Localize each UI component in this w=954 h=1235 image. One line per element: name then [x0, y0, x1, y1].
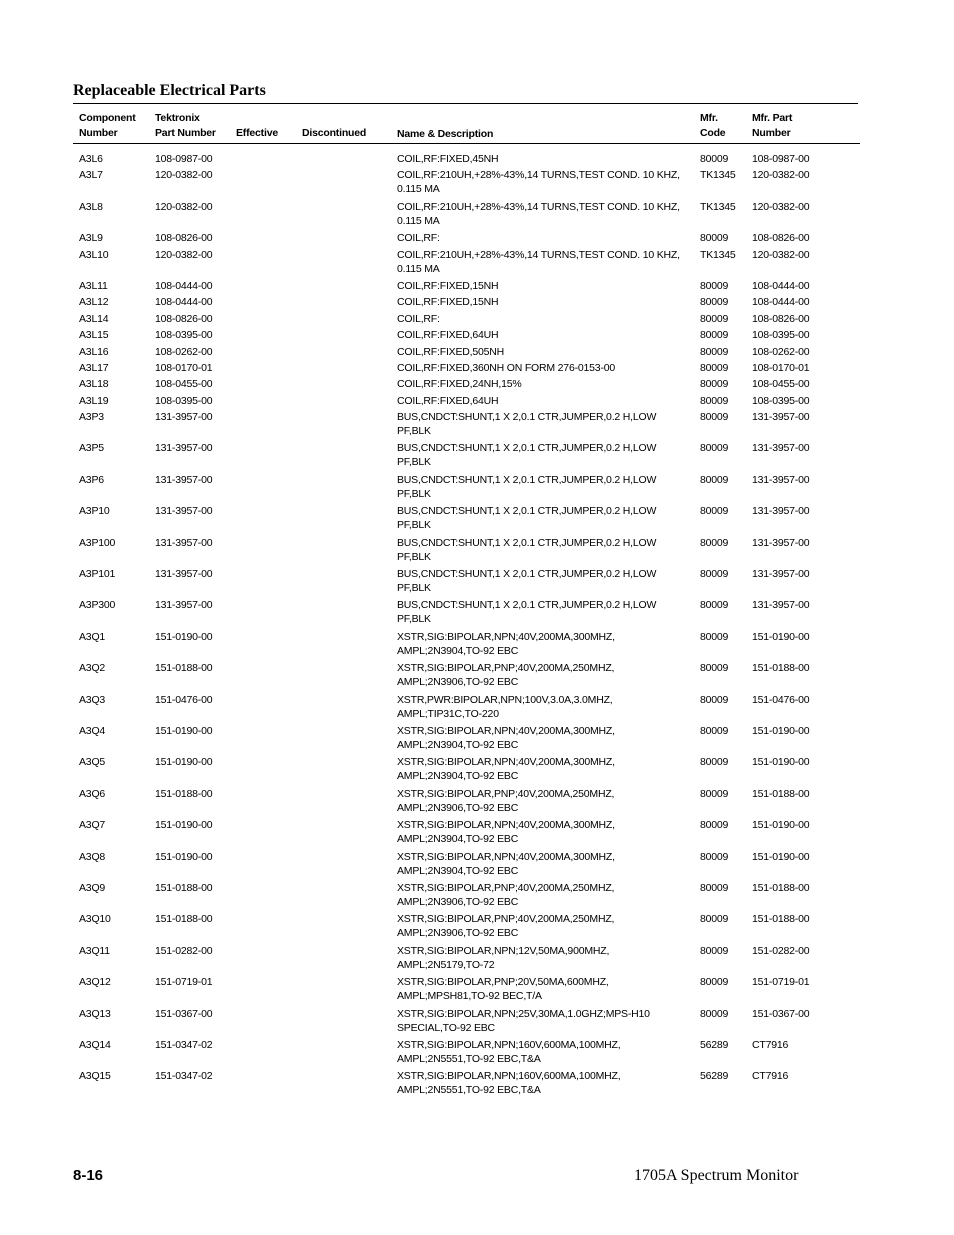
- table-row: [0, 394, 954, 410]
- mfr-code-cell: 80009: [700, 442, 729, 455]
- mfr-code-cell: 80009: [700, 536, 729, 549]
- table-row: [0, 912, 954, 943]
- component-number-cell: A3P100: [79, 536, 116, 549]
- mfr-code-cell: 80009: [700, 944, 729, 957]
- component-number-cell: A3Q7: [79, 819, 106, 832]
- tektronix-part-cell: 151-0188-00: [155, 787, 213, 800]
- component-number-cell: A3Q3: [79, 693, 106, 706]
- tektronix-part-cell: 108-0444-00: [155, 279, 213, 292]
- tektronix-part-cell: 108-0262-00: [155, 345, 213, 358]
- mfr-part-number-cell: 151-0188-00: [752, 787, 810, 800]
- mfr-code-cell: 80009: [700, 756, 729, 769]
- description-cell: BUS,CNDCT:SHUNT,1 X 2,0.1 CTR,JUMPER,0.2 H,LOW PF,BLK: [397, 442, 657, 469]
- tektronix-part-cell: 151-0190-00: [155, 630, 213, 643]
- description-cell: BUS,CNDCT:SHUNT,1 X 2,0.1 CTR,JUMPER,0.2 H,LOW PF,BLK: [397, 568, 657, 595]
- mfr-code-cell: 80009: [700, 505, 729, 518]
- mfr-code-cell: 80009: [700, 850, 729, 863]
- table-row: [0, 279, 954, 295]
- component-number-cell: A3Q4: [79, 724, 106, 737]
- tektronix-part-cell: 108-0826-00: [155, 312, 213, 325]
- mfr-code-cell: 80009: [700, 1007, 729, 1020]
- table-row: [0, 441, 954, 472]
- table-row: [0, 295, 954, 311]
- component-number-cell: A3L19: [79, 394, 109, 407]
- mfr-part-number-cell: 151-0190-00: [752, 724, 810, 737]
- description-cell: COIL,RF:FIXED,505NH: [397, 345, 505, 358]
- component-number-cell: A3L10: [79, 248, 109, 261]
- mfr-code-cell: 80009: [700, 296, 729, 309]
- column-header-line: Code: [700, 127, 726, 139]
- column-header-effective: [236, 126, 278, 141]
- description-cell: XSTR,SIG:BIPOLAR,NPN;40V,200MA,300MHZ, AMPL;2N3904,TO-92 EBC: [397, 724, 615, 751]
- description-cell: XSTR,SIG:BIPOLAR,PNP;40V,200MA,250MHZ, AMPL;2N3906,TO-92 EBC: [397, 913, 615, 940]
- tektronix-part-cell: 120-0382-00: [155, 200, 213, 213]
- table-row: [0, 410, 954, 441]
- component-number-cell: A3P3: [79, 411, 104, 424]
- mfr-code-cell: 80009: [700, 232, 729, 245]
- tektronix-part-cell: 120-0382-00: [155, 169, 213, 182]
- mfr-code-cell: 80009: [700, 378, 729, 391]
- tektronix-part-cell: 151-0190-00: [155, 756, 213, 769]
- description-cell: XSTR,SIG:BIPOLAR,NPN;25V,30MA,1.0GHZ;MPS-H10 SPECIAL,TO-92 EBC: [397, 1007, 650, 1034]
- mfr-code-cell: 80009: [700, 913, 729, 926]
- column-header-tektronix-part-number: [155, 111, 216, 141]
- description-cell: XSTR,SIG:BIPOLAR,PNP;20V,50MA,600MHZ, AMPL;MPSH81,TO-92 BEC,T/A: [397, 976, 609, 1003]
- tektronix-part-cell: 151-0190-00: [155, 724, 213, 737]
- component-number-cell: A3L12: [79, 296, 109, 309]
- description-cell: COIL,RF:FIXED,360NH ON FORM 276-0153-00: [397, 361, 616, 374]
- header-top-rule: [73, 103, 858, 104]
- table-row: [0, 944, 954, 975]
- mfr-code-cell: 80009: [700, 394, 729, 407]
- mfr-code-cell: TK1345: [700, 200, 736, 213]
- mfr-part-number-cell: 108-0987-00: [752, 153, 810, 165]
- mfr-part-number-cell: 120-0382-00: [752, 248, 810, 261]
- tektronix-part-cell: 108-0395-00: [155, 394, 213, 407]
- tektronix-part-cell: 151-0282-00: [155, 944, 213, 957]
- component-number-cell: A3Q9: [79, 881, 106, 894]
- component-number-cell: A3P101: [79, 568, 116, 581]
- component-number-cell: A3Q2: [79, 662, 106, 675]
- description-cell: XSTR,SIG:BIPOLAR,NPN;40V,200MA,300MHZ, AMPL;2N3904,TO-92 EBC: [397, 850, 615, 877]
- component-number-cell: A3P5: [79, 442, 104, 455]
- column-header-line: Mfr. Part: [752, 112, 793, 124]
- description-cell: XSTR,SIG:BIPOLAR,PNP;40V,200MA,250MHZ, AMPL;2N3906,TO-92 EBC: [397, 881, 615, 908]
- table-row: [0, 504, 954, 535]
- description-cell: COIL,RF:210UH,+28%-43%,14 TURNS,TEST COND. 10 KHZ, 0.115 MA: [397, 248, 680, 275]
- column-header-discontinued: [302, 126, 366, 141]
- description-cell: COIL,RF:FIXED,15NH: [397, 279, 499, 292]
- table-row: [0, 328, 954, 344]
- component-number-cell: A3P6: [79, 473, 104, 486]
- mfr-code-cell: 80009: [700, 279, 729, 292]
- table-row: [0, 567, 954, 598]
- component-number-cell: A3L17: [79, 361, 109, 374]
- mfr-part-number-cell: 131-3957-00: [752, 442, 810, 455]
- mfr-part-number-cell: 151-0190-00: [752, 850, 810, 863]
- description-cell: XSTR,SIG:BIPOLAR,NPN;40V,200MA,300MHZ, AMPL;2N3904,TO-92 EBC: [397, 756, 615, 783]
- component-number-cell: A3L6: [79, 153, 103, 165]
- table-row: [0, 312, 954, 328]
- tektronix-part-cell: 151-0190-00: [155, 819, 213, 832]
- table-row: [0, 168, 954, 199]
- table-row: [0, 1038, 954, 1069]
- mfr-part-number-cell: 151-0188-00: [752, 881, 810, 894]
- description-cell: XSTR,SIG:BIPOLAR,NPN;12V,50MA,900MHZ, AMPL;2N5179,TO-72: [397, 944, 610, 971]
- mfr-part-number-cell: 108-0395-00: [752, 394, 810, 407]
- component-number-cell: A3L11: [79, 279, 108, 292]
- tektronix-part-cell: 131-3957-00: [155, 599, 213, 612]
- mfr-code-cell: 80009: [700, 787, 729, 800]
- tektronix-part-cell: 151-0719-01: [155, 976, 213, 989]
- table-row: [0, 248, 954, 279]
- table-row: [0, 693, 954, 724]
- tektronix-part-cell: 151-0188-00: [155, 662, 213, 675]
- description-cell: BUS,CNDCT:SHUNT,1 X 2,0.1 CTR,JUMPER,0.2 H,LOW PF,BLK: [397, 536, 657, 563]
- table-row: [0, 787, 954, 818]
- component-number-cell: A3L14: [79, 312, 109, 325]
- table-row: [0, 473, 954, 504]
- tektronix-part-cell: 151-0347-02: [155, 1070, 213, 1083]
- table-row: [0, 361, 954, 377]
- table-row: [0, 536, 954, 567]
- description-cell: COIL,RF:FIXED,24NH,15%: [397, 378, 522, 391]
- description-cell: XSTR,SIG:BIPOLAR,NPN;160V,600MA,100MHZ, AMPL;2N5551,TO-92 EBC,T&A: [397, 1038, 621, 1065]
- mfr-code-cell: 80009: [700, 153, 729, 165]
- mfr-part-number-cell: 131-3957-00: [752, 536, 810, 549]
- component-number-cell: A3Q5: [79, 756, 106, 769]
- column-header-line: Number: [752, 127, 791, 139]
- tektronix-part-cell: 108-0455-00: [155, 378, 213, 391]
- table-row: [0, 818, 954, 849]
- mfr-code-cell: 80009: [700, 724, 729, 737]
- mfr-code-cell: 80009: [700, 693, 729, 706]
- description-cell: BUS,CNDCT:SHUNT,1 X 2,0.1 CTR,JUMPER,0.2 H,LOW PF,BLK: [397, 505, 657, 532]
- component-number-cell: A3Q1: [79, 630, 106, 643]
- tektronix-part-cell: 151-0188-00: [155, 913, 213, 926]
- mfr-code-cell: 80009: [700, 345, 729, 358]
- mfr-code-cell: 80009: [700, 312, 729, 325]
- description-cell: XSTR,PWR:BIPOLAR,NPN;100V,3.0A,3.0MHZ, AMPL;TIP31C,TO-220: [397, 693, 613, 720]
- mfr-part-number-cell: 108-0444-00: [752, 296, 810, 309]
- column-header-line: Discontinued: [302, 127, 367, 139]
- column-header-line: Number: [79, 127, 118, 139]
- mfr-code-cell: 80009: [700, 599, 729, 612]
- table-row: [0, 200, 954, 231]
- mfr-code-cell: 80009: [700, 568, 729, 581]
- table-row: [0, 850, 954, 881]
- header-bottom-rule: [73, 143, 860, 144]
- component-number-cell: A3L9: [79, 232, 103, 245]
- mfr-code-cell: 80009: [700, 329, 729, 342]
- mfr-part-number-cell: 120-0382-00: [752, 169, 810, 182]
- tektronix-part-cell: 151-0347-02: [155, 1038, 213, 1051]
- table-row: [0, 598, 954, 629]
- table-row: [0, 377, 954, 393]
- mfr-part-number-cell: 108-0170-01: [752, 361, 810, 374]
- description-cell: XSTR,SIG:BIPOLAR,NPN;40V,200MA,300MHZ, AMPL;2N3904,TO-92 EBC: [397, 819, 615, 846]
- mfr-part-number-cell: 151-0190-00: [752, 756, 810, 769]
- mfr-part-number-cell: 131-3957-00: [752, 505, 810, 518]
- mfr-part-number-cell: 151-0476-00: [752, 693, 810, 706]
- component-number-cell: A3P10: [79, 505, 110, 518]
- table-row: [0, 231, 954, 247]
- component-number-cell: A3Q6: [79, 787, 106, 800]
- component-number-cell: A3Q12: [79, 976, 111, 989]
- component-number-cell: A3Q8: [79, 850, 106, 863]
- column-header-mfr-code: [700, 111, 725, 141]
- mfr-part-number-cell: 151-0719-01: [752, 976, 810, 989]
- mfr-code-cell: TK1345: [700, 248, 736, 261]
- tektronix-part-cell: 120-0382-00: [155, 248, 213, 261]
- mfr-part-number-cell: 108-0395-00: [752, 329, 810, 342]
- description-cell: BUS,CNDCT:SHUNT,1 X 2,0.1 CTR,JUMPER,0.2 H,LOW PF,BLK: [397, 473, 657, 500]
- description-cell: COIL,RF:: [397, 312, 440, 325]
- mfr-part-number-cell: 108-0826-00: [752, 232, 810, 245]
- component-number-cell: A3L7: [79, 169, 103, 182]
- description-cell: COIL,RF:210UH,+28%-43%,14 TURNS,TEST COND. 10 KHZ, 0.115 MA: [397, 169, 680, 196]
- mfr-code-cell: 80009: [700, 662, 729, 675]
- page-number: 8-16: [73, 1167, 104, 1184]
- tektronix-part-cell: 131-3957-00: [155, 442, 213, 455]
- mfr-part-number-cell: 108-0455-00: [752, 378, 810, 391]
- column-header-line: Name & Description: [397, 128, 494, 140]
- mfr-part-number-cell: CT7916: [752, 1070, 789, 1083]
- mfr-code-cell: 80009: [700, 411, 729, 424]
- tektronix-part-cell: 151-0476-00: [155, 693, 213, 706]
- mfr-part-number-cell: CT7916: [752, 1038, 789, 1051]
- mfr-part-number-cell: 131-3957-00: [752, 473, 810, 486]
- description-cell: COIL,RF:FIXED,45NH: [397, 153, 499, 165]
- parts-table: [0, 152, 954, 1101]
- column-header-line: Effective: [236, 127, 278, 139]
- mfr-code-cell: 80009: [700, 361, 729, 374]
- component-number-cell: A3L8: [79, 200, 103, 213]
- mfr-code-cell: 80009: [700, 881, 729, 894]
- tektronix-part-cell: 131-3957-00: [155, 411, 213, 424]
- component-number-cell: A3Q11: [79, 944, 110, 957]
- description-cell: BUS,CNDCT:SHUNT,1 X 2,0.1 CTR,JUMPER,0.2 H,LOW PF,BLK: [397, 599, 657, 626]
- mfr-part-number-cell: 131-3957-00: [752, 411, 810, 424]
- column-header-line: Tektronix: [155, 112, 200, 124]
- description-cell: XSTR,SIG:BIPOLAR,NPN;40V,200MA,300MHZ, AMPL;2N3904,TO-92 EBC: [397, 630, 615, 657]
- mfr-code-cell: 56289: [700, 1070, 729, 1083]
- component-number-cell: A3Q15: [79, 1070, 111, 1083]
- mfr-part-number-cell: 108-0444-00: [752, 279, 810, 292]
- tektronix-part-cell: 151-0190-00: [155, 850, 213, 863]
- mfr-part-number-cell: 108-0262-00: [752, 345, 810, 358]
- description-cell: BUS,CNDCT:SHUNT,1 X 2,0.1 CTR,JUMPER,0.2 H,LOW PF,BLK: [397, 411, 657, 438]
- column-header-component-number: [79, 111, 136, 141]
- tektronix-part-cell: 108-0987-00: [155, 153, 213, 165]
- description-cell: XSTR,SIG:BIPOLAR,PNP;40V,200MA,250MHZ, AMPL;2N3906,TO-92 EBC: [397, 787, 615, 814]
- table-row: [0, 1069, 954, 1100]
- mfr-part-number-cell: 151-0188-00: [752, 913, 810, 926]
- description-cell: COIL,RF:FIXED,15NH: [397, 296, 499, 309]
- mfr-code-cell: 80009: [700, 473, 729, 486]
- description-cell: XSTR,SIG:BIPOLAR,NPN;160V,600MA,100MHZ, AMPL;2N5551,TO-92 EBC,T&A: [397, 1070, 621, 1097]
- component-number-cell: A3Q10: [79, 913, 111, 926]
- tektronix-part-cell: 108-0826-00: [155, 232, 213, 245]
- description-cell: COIL,RF:: [397, 232, 440, 245]
- tektronix-part-cell: 151-0367-00: [155, 1007, 213, 1020]
- mfr-code-cell: 80009: [700, 819, 729, 832]
- tektronix-part-cell: 131-3957-00: [155, 505, 213, 518]
- column-header-line: Mfr.: [700, 112, 718, 124]
- mfr-code-cell: 80009: [700, 630, 729, 643]
- tektronix-part-cell: 131-3957-00: [155, 473, 213, 486]
- mfr-code-cell: 80009: [700, 976, 729, 989]
- table-row: [0, 630, 954, 661]
- component-number-cell: A3Q14: [79, 1038, 111, 1051]
- table-row: [0, 975, 954, 1006]
- tektronix-part-cell: 108-0395-00: [155, 329, 213, 342]
- description-cell: COIL,RF:FIXED,64UH: [397, 394, 499, 407]
- tektronix-part-cell: 151-0188-00: [155, 881, 213, 894]
- component-number-cell: A3P300: [79, 599, 116, 612]
- table-row: [0, 724, 954, 755]
- mfr-code-cell: 56289: [700, 1038, 729, 1051]
- component-number-cell: A3L18: [79, 378, 109, 391]
- mfr-part-number-cell: 151-0190-00: [752, 630, 810, 643]
- tektronix-part-cell: 131-3957-00: [155, 568, 213, 581]
- column-header-mfr-part-number: [752, 111, 792, 141]
- mfr-part-number-cell: 151-0190-00: [752, 819, 810, 832]
- mfr-part-number-cell: 151-0188-00: [752, 662, 810, 675]
- mfr-part-number-cell: 151-0367-00: [752, 1007, 810, 1020]
- mfr-code-cell: TK1345: [700, 169, 736, 182]
- mfr-part-number-cell: 108-0826-00: [752, 312, 810, 325]
- description-cell: XSTR,SIG:BIPOLAR,PNP;40V,200MA,250MHZ, AMPL;2N3906,TO-92 EBC: [397, 662, 615, 689]
- table-row: [0, 345, 954, 361]
- section-title: Replaceable Electrical Parts: [73, 82, 266, 99]
- table-row: [0, 755, 954, 786]
- component-number-cell: A3Q13: [79, 1007, 111, 1020]
- component-number-cell: A3L16: [79, 345, 109, 358]
- document-title: 1705A Spectrum Monitor: [634, 1167, 799, 1184]
- tektronix-part-cell: 108-0170-01: [155, 361, 213, 374]
- component-number-cell: A3L15: [79, 329, 109, 342]
- description-cell: COIL,RF:FIXED,64UH: [397, 329, 499, 342]
- tektronix-part-cell: 131-3957-00: [155, 536, 213, 549]
- mfr-part-number-cell: 151-0282-00: [752, 944, 810, 957]
- mfr-part-number-cell: 131-3957-00: [752, 568, 810, 581]
- table-row: [0, 881, 954, 912]
- table-row: [0, 1007, 954, 1038]
- table-row: [0, 152, 954, 168]
- column-header-line: Component: [79, 112, 136, 124]
- mfr-part-number-cell: 131-3957-00: [752, 599, 810, 612]
- column-header-line: Part Number: [155, 127, 216, 139]
- mfr-part-number-cell: 120-0382-00: [752, 200, 810, 213]
- column-header-name-description: [397, 127, 493, 142]
- description-cell: COIL,RF:210UH,+28%-43%,14 TURNS,TEST COND. 10 KHZ, 0.115 MA: [397, 200, 680, 227]
- tektronix-part-cell: 108-0444-00: [155, 296, 213, 309]
- table-row: [0, 661, 954, 692]
